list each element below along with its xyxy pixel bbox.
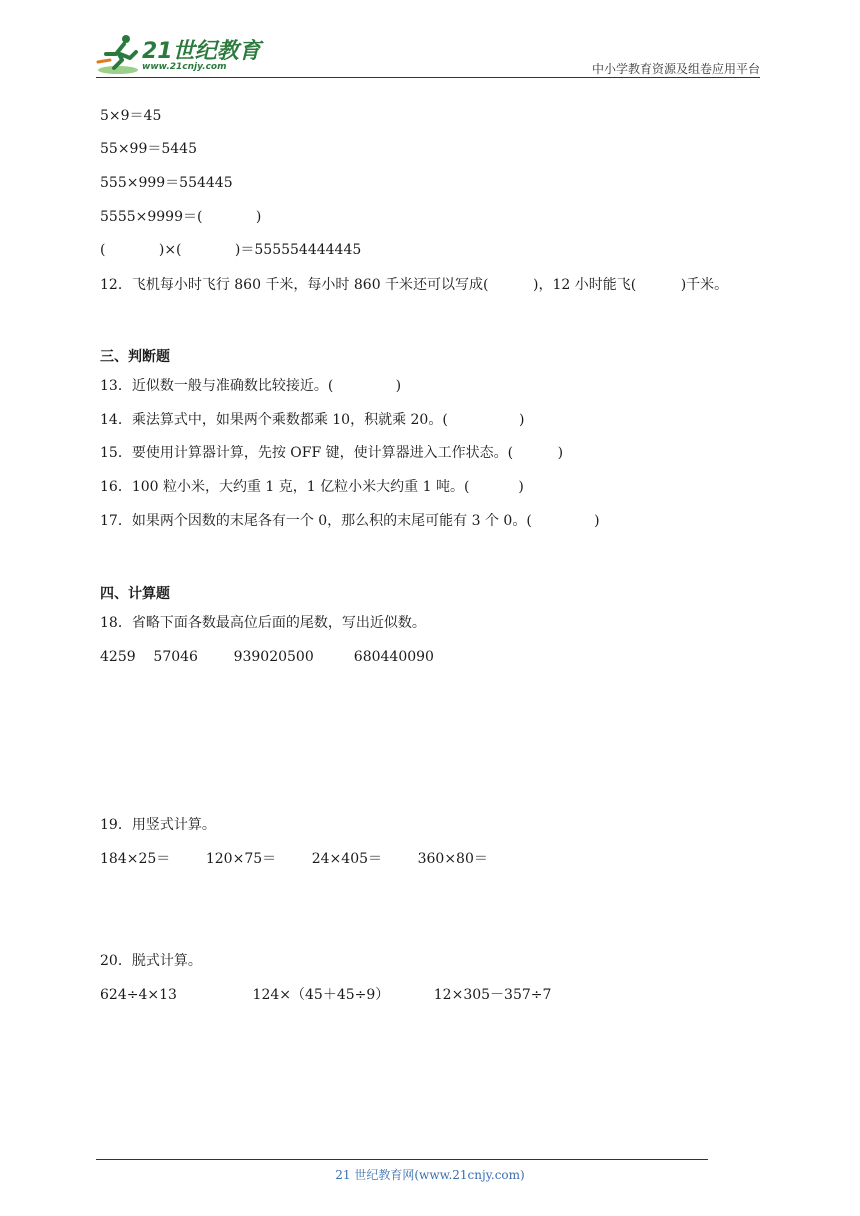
question-17: 17．如果两个因数的末尾各有一个 0，那么积的末尾可能有 3 个 0。( ) — [100, 513, 600, 529]
section-calculation-title: 四、计算题 — [100, 586, 170, 602]
section-judgement-title: 三、判断题 — [100, 349, 170, 365]
runner-logo-icon — [96, 32, 144, 76]
question-20: 20．脱式计算。 — [100, 953, 202, 969]
question-13: 13．近似数一般与准确数比较接近。( ) — [100, 378, 402, 394]
question-15: 15．要使用计算器计算，先按 OFF 键，使计算器进入工作状态。( ) — [100, 445, 564, 461]
question-14: 14．乘法算式中，如果两个乘数都乘 10，积就乘 20。( ) — [100, 412, 525, 428]
question-20-items: 624÷4×13 124×（45＋45÷9） 12×305－357÷7 — [100, 987, 552, 1003]
question-12: 12．飞机每小时飞行 860 千米，每小时 860 千米还可以写成( )，12 小时能飞( )千米。 — [100, 277, 729, 293]
pattern-line-5: ( )×( )＝555554444445 — [100, 242, 362, 258]
site-logo[interactable] — [96, 32, 276, 76]
logo-title: 21世纪教育 — [142, 39, 261, 64]
footer-link[interactable]: 21 世纪教育网(www.21cnjy.com) — [335, 1168, 525, 1182]
platform-tagline: 中小学教育资源及组卷应用平台 — [591, 62, 760, 76]
pattern-line-1: 5×9＝45 — [100, 108, 162, 124]
question-18: 18．省略下面各数最高位后面的尾数，写出近似数。 — [100, 615, 426, 631]
header-divider — [96, 77, 760, 78]
question-19: 19．用竖式计算。 — [100, 817, 216, 833]
question-19-items: 184×25＝ 120×75＝ 24×405＝ 360×80＝ — [100, 851, 488, 867]
page-header — [96, 30, 760, 80]
pattern-line-2: 55×99＝5445 — [100, 141, 197, 157]
footer-divider — [96, 1159, 708, 1160]
pattern-line-3: 555×999＝554445 — [100, 175, 233, 191]
logo-url: www.21cnjy.com — [142, 62, 227, 72]
question-18-numbers: 4259 57046 939020500 680440090 — [100, 649, 434, 665]
question-16: 16．100 粒小米，大约重 1 克，1 亿粒小米大约重 1 吨。( ) — [100, 479, 524, 495]
pattern-line-4: 5555×9999＝( ) — [100, 209, 262, 225]
